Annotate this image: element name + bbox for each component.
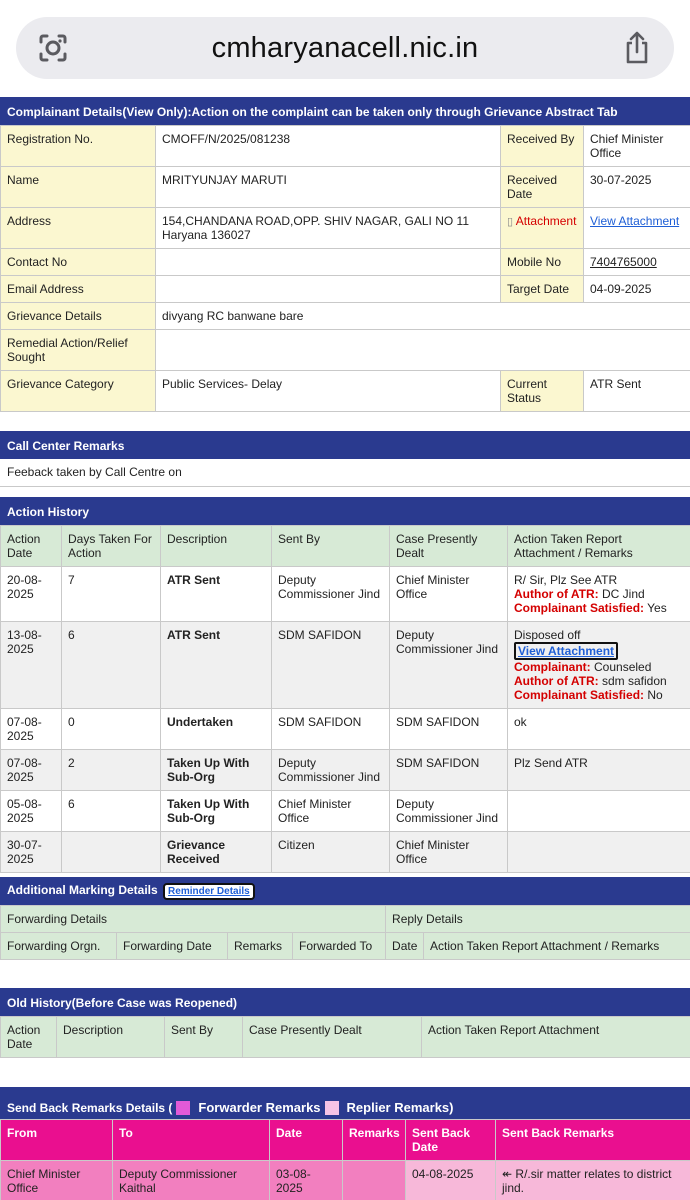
row-dealt: Deputy Commissioner Jind <box>390 791 508 832</box>
camera-lens-icon[interactable] <box>38 33 68 63</box>
name-value: MRITYUNJAY MARUTI <box>156 167 501 208</box>
row-description: Undertaken <box>161 709 272 750</box>
reply-group-header: Reply Details <box>386 906 690 933</box>
category-label: Grievance Category <box>1 371 156 412</box>
action-history-table <box>0 525 690 873</box>
col-old-sent-by: Sent By <box>165 1017 243 1058</box>
complainant-table <box>0 125 690 412</box>
row-date: 07-08-2025 <box>1 750 62 791</box>
additional-marking-title: Additional Marking Details <box>7 883 158 897</box>
col-atr-remarks: Action Taken Report Attachment / Remarks <box>508 526 690 567</box>
col-forwarding-date: Forwarding Date <box>117 933 228 960</box>
row-sent-by: Citizen <box>272 832 390 873</box>
author-label: Author of ATR: <box>514 674 599 688</box>
row-date: 13-08-2025 <box>1 622 62 709</box>
row-sent-back-remarks: R/.sir matter relates to district jind. <box>502 1167 672 1195</box>
email-label: Email Address <box>1 276 156 303</box>
row-days: 0 <box>62 709 161 750</box>
row-remarks <box>508 567 690 622</box>
received-date-value: 30-07-2025 <box>584 167 690 208</box>
table-row <box>1 832 690 873</box>
target-date-value: 04-09-2025 <box>584 276 690 303</box>
send-back-table <box>0 1119 690 1200</box>
row-description: Taken Up With Sub-Org <box>161 791 272 832</box>
row-dealt: Chief Minister Office <box>390 567 508 622</box>
col-date: Date <box>270 1120 343 1161</box>
registration-value: CMOFF/N/2025/081238 <box>156 126 501 167</box>
current-status-value: ATR Sent <box>584 371 690 412</box>
row-description: Grievance Received <box>161 832 272 873</box>
action-history-section <box>0 497 690 873</box>
row-dealt: Chief Minister Office <box>390 832 508 873</box>
address-bar[interactable] <box>16 17 674 79</box>
row-days: 7 <box>62 567 161 622</box>
row-description: Taken Up With Sub-Org <box>161 750 272 791</box>
send-back-title: Send Back Remarks Details ( <box>7 1100 173 1115</box>
row-sent-by: Deputy Commissioner Jind <box>272 567 390 622</box>
table-row <box>1 622 690 709</box>
remark-text: R/ Sir, Plz See ATR <box>514 573 618 587</box>
reply-arrow-icon: ↞ <box>502 1167 513 1181</box>
remedial-value <box>156 330 690 371</box>
old-history-section <box>0 988 690 1058</box>
reminder-details-link[interactable]: Reminder Details <box>168 886 250 897</box>
row-sent-by: Deputy Commissioner Jind <box>272 750 390 791</box>
row-sent-by: SDM SAFIDON <box>272 709 390 750</box>
col-forwarding-orgn: Forwarding Orgn. <box>1 933 117 960</box>
table-row <box>1 1161 690 1200</box>
row-date: 20-08-2025 <box>1 567 62 622</box>
col-to: To <box>113 1120 270 1161</box>
row-remarks <box>508 622 690 709</box>
attachment-label: Attachment <box>515 214 577 228</box>
complainant-label: Complainant: <box>514 660 591 674</box>
grievance-details-value: divyang RC banwane bare <box>156 303 690 330</box>
additional-marking-title-bar <box>0 877 690 905</box>
paperclip-icon: ▯ <box>507 216 514 228</box>
action-history-header <box>1 526 690 567</box>
table-row <box>1 791 690 832</box>
name-label: Name <box>1 167 156 208</box>
registration-label: Registration No. <box>1 126 156 167</box>
col-old-action-date: Action Date <box>1 1017 57 1058</box>
row-sent-back-remarks-cell <box>496 1161 690 1200</box>
send-back-title-bar <box>0 1087 690 1119</box>
received-date-label: Received Date <box>501 167 584 208</box>
complainant-value: Counseled <box>594 660 652 674</box>
row-from: Chief Minister Office <box>1 1161 113 1200</box>
table-row <box>1 567 690 622</box>
view-attachment-link[interactable]: View Attachment <box>590 214 680 228</box>
mobile-value[interactable]: 7404765000 <box>590 255 657 269</box>
row-description: ATR Sent <box>161 622 272 709</box>
col-action-date: Action Date <box>1 526 62 567</box>
address-label: Address <box>1 208 156 249</box>
col-reply-atr: Action Taken Report Attachment / Remarks <box>424 933 690 960</box>
author-value: sdm safidon <box>601 674 667 688</box>
col-days-taken: Days Taken For Action <box>62 526 161 567</box>
replier-label: Replier Remarks) <box>346 1100 454 1115</box>
received-by-value: Chief Minister Office <box>584 126 690 167</box>
row-date: 07-08-2025 <box>1 709 62 750</box>
col-description: Description <box>161 526 272 567</box>
browser-toolbar <box>0 0 690 97</box>
call-center-title: Call Center Remarks <box>0 431 690 459</box>
satisfied-value: Yes <box>647 601 667 615</box>
additional-marking-table <box>0 905 690 960</box>
col-sent-back-remarks: Sent Back Remarks <box>496 1120 690 1161</box>
additional-marking-section <box>0 877 690 960</box>
contact-label: Contact No <box>1 249 156 276</box>
row-dealt: Deputy Commissioner Jind <box>390 622 508 709</box>
col-old-atr: Action Taken Report Attachment <box>422 1017 690 1058</box>
grievance-details-label: Grievance Details <box>1 303 156 330</box>
col-from: From <box>1 1120 113 1161</box>
row-sent-by: Chief Minister Office <box>272 791 390 832</box>
complainant-section <box>0 97 690 412</box>
satisfied-label: Complainant Satisfied: <box>514 688 645 702</box>
url-text[interactable]: cmharyanacell.nic.in <box>211 31 479 64</box>
col-old-description: Description <box>57 1017 165 1058</box>
view-attachment-link[interactable]: View Attachment <box>514 642 618 660</box>
satisfied-value: No <box>647 688 663 702</box>
row-dealt: SDM SAFIDON <box>390 750 508 791</box>
forwarder-swatch <box>176 1101 190 1115</box>
table-row <box>1 750 690 791</box>
row-to: Deputy Commissioner Kaithal <box>113 1161 270 1200</box>
row-description: ATR Sent <box>161 567 272 622</box>
row-sent-back-date: 04-08-2025 <box>406 1161 496 1200</box>
row-remarks: Plz Send ATR <box>508 750 690 791</box>
current-status-label: Current Status <box>501 371 584 412</box>
author-value: DC Jind <box>601 587 645 601</box>
row-date: 03-08-2025 <box>270 1161 343 1200</box>
call-center-text: Feeback taken by Call Centre on <box>0 459 690 487</box>
table-row <box>1 709 690 750</box>
forwarding-group-header: Forwarding Details <box>1 906 386 933</box>
row-remarks <box>508 832 690 873</box>
old-history-title: Old History(Before Case was Reopened) <box>0 988 690 1016</box>
row-remarks <box>508 791 690 832</box>
col-old-case-dealt: Case Presently Dealt <box>243 1017 422 1058</box>
mobile-label: Mobile No <box>501 249 584 276</box>
row-remarks <box>343 1161 406 1200</box>
col-sent-back-date: Sent Back Date <box>406 1120 496 1161</box>
row-days: 6 <box>62 622 161 709</box>
row-date: 30-07-2025 <box>1 832 62 873</box>
complainant-section-title: Complainant Details(View Only):Action on the complaint can be taken only through Grievance Abstract Tab <box>0 97 690 125</box>
category-value: Public Services- Delay <box>156 371 501 412</box>
row-sent-by: SDM SAFIDON <box>272 622 390 709</box>
attachment-cell <box>501 208 584 249</box>
call-center-section <box>0 431 690 487</box>
replier-swatch <box>325 1101 339 1115</box>
forwarder-label: Forwarder Remarks <box>198 1100 321 1115</box>
remark-text: Disposed off <box>514 628 581 642</box>
author-label: Author of ATR: <box>514 587 599 601</box>
col-forwarded-to: Forwarded To <box>293 933 386 960</box>
col-sent-by: Sent By <box>272 526 390 567</box>
address-value: 154,CHANDANA ROAD,OPP. SHIV NAGAR, GALI NO 11 Haryana 136027 <box>156 208 501 249</box>
send-back-section <box>0 1087 690 1200</box>
contact-value <box>156 249 501 276</box>
col-remarks: Remarks <box>228 933 293 960</box>
row-date: 05-08-2025 <box>1 791 62 832</box>
col-remarks: Remarks <box>343 1120 406 1161</box>
share-icon[interactable] <box>622 31 652 65</box>
row-dealt: SDM SAFIDON <box>390 709 508 750</box>
action-history-title: Action History <box>0 497 690 525</box>
col-case-dealt: Case Presently Dealt <box>390 526 508 567</box>
email-value <box>156 276 501 303</box>
col-reply-date: Date <box>386 933 424 960</box>
remedial-label: Remedial Action/Relief Sought <box>1 330 156 371</box>
target-date-label: Target Date <box>501 276 584 303</box>
old-history-table <box>0 1016 690 1058</box>
row-days <box>62 832 161 873</box>
row-days: 2 <box>62 750 161 791</box>
row-remarks: ok <box>508 709 690 750</box>
satisfied-label: Complainant Satisfied: <box>514 601 645 615</box>
received-by-label: Received By <box>501 126 584 167</box>
row-days: 6 <box>62 791 161 832</box>
